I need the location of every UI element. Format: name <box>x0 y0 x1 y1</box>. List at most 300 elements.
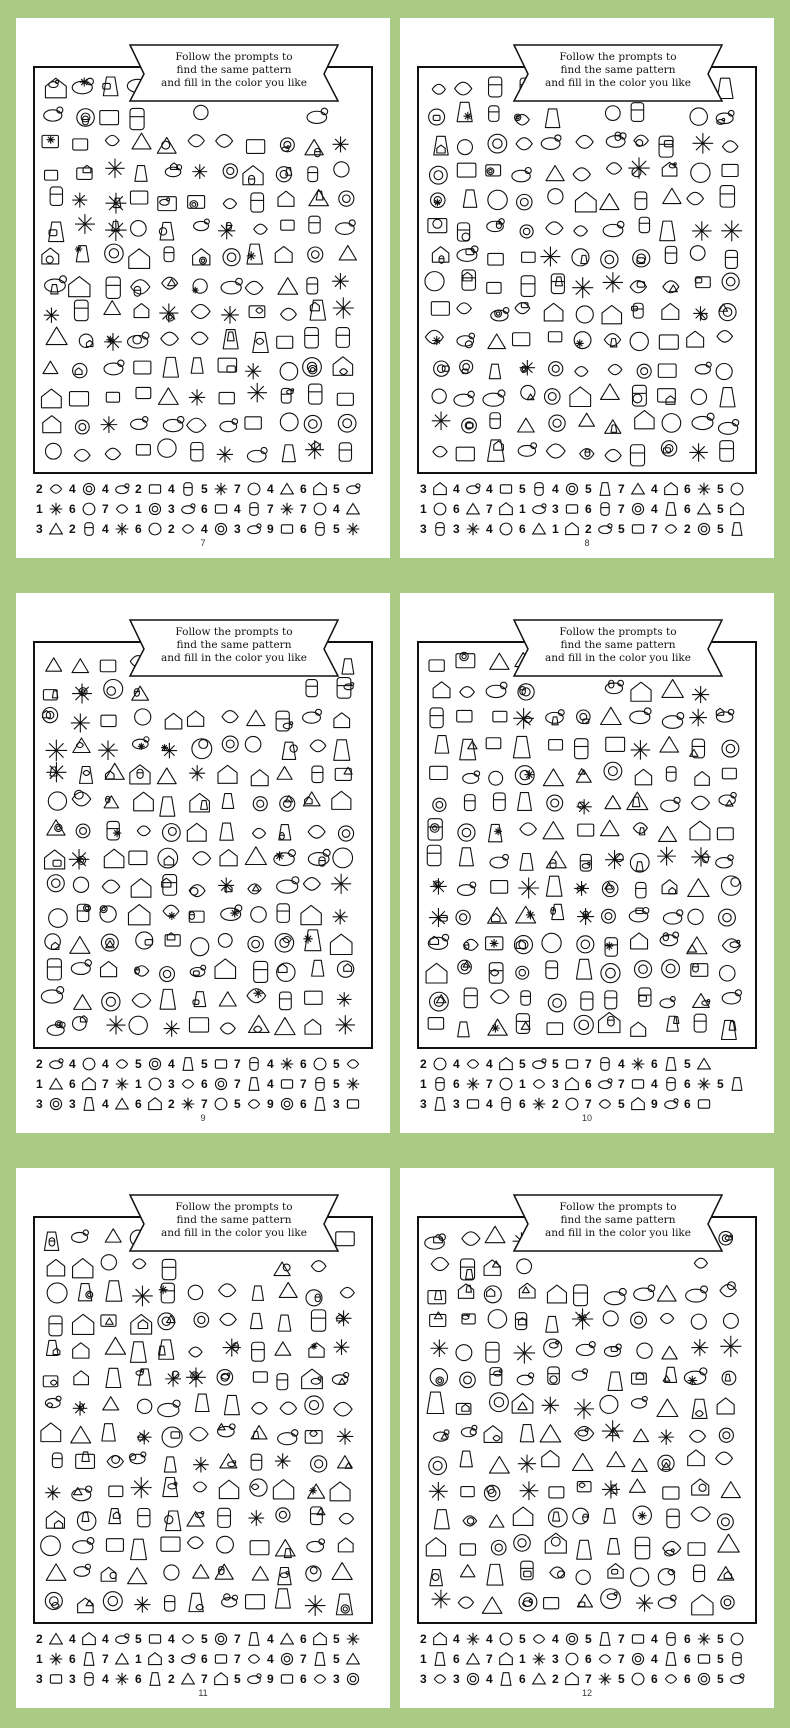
key-count: 2 <box>36 1057 43 1071</box>
target-pattern-icon <box>211 480 231 498</box>
target-pattern-icon <box>46 500 66 518</box>
key-count: 6 <box>453 1652 460 1666</box>
hidden-pictures-wild-animals-illustration[interactable] <box>39 72 371 472</box>
key-count: 5 <box>135 1057 142 1071</box>
target-pattern-icon <box>430 500 450 518</box>
key-item <box>585 500 619 518</box>
key-count: 6 <box>69 1652 76 1666</box>
key-item <box>453 1650 487 1668</box>
key-count: 6 <box>300 1632 307 1646</box>
key-count: 2 <box>36 482 43 496</box>
target-pattern-icon <box>46 1650 66 1668</box>
key-count: 5 <box>618 522 625 536</box>
key-count: 5 <box>333 1632 340 1646</box>
key-item <box>684 520 718 538</box>
key-item <box>585 1095 619 1113</box>
key-count: 4 <box>486 1672 493 1686</box>
key-count: 4 <box>486 482 493 496</box>
key-item <box>486 1650 520 1668</box>
target-pattern-icon <box>145 1650 165 1668</box>
key-item <box>300 1055 334 1073</box>
target-pattern-icon <box>661 520 681 538</box>
target-pattern-icon <box>661 1650 681 1668</box>
key-count: 6 <box>453 1077 460 1091</box>
key-item <box>585 1670 619 1688</box>
key-item <box>300 500 334 518</box>
target-pattern-icon <box>178 480 198 498</box>
target-pattern-icon <box>661 1670 681 1688</box>
target-pattern-icon <box>661 480 681 498</box>
key-count: 7 <box>300 1652 307 1666</box>
key-count: 1 <box>135 1077 142 1091</box>
key-item <box>234 1670 268 1688</box>
target-pattern-icon <box>529 1670 549 1688</box>
key-count: 7 <box>486 1077 493 1091</box>
key-count: 4 <box>69 1057 76 1071</box>
key-count: 7 <box>234 1077 241 1091</box>
key-item <box>651 1670 685 1688</box>
target-pattern-icon <box>595 1670 615 1688</box>
key-item <box>135 500 169 518</box>
key-item <box>519 1095 553 1113</box>
key-count: 4 <box>201 522 208 536</box>
target-pattern-icon <box>430 1055 450 1073</box>
key-count: 6 <box>300 1057 307 1071</box>
key-count: 5 <box>585 482 592 496</box>
key-item <box>333 480 367 498</box>
key-count: 3 <box>453 1097 460 1111</box>
key-item <box>102 1055 136 1073</box>
target-pattern-icon <box>562 520 582 538</box>
key-count: 7 <box>618 502 625 516</box>
target-pattern-icon <box>562 480 582 498</box>
key-item <box>69 520 103 538</box>
hidden-pictures-gardening-illustration[interactable] <box>423 72 755 472</box>
target-pattern-icon <box>496 1095 516 1113</box>
target-pattern-icon <box>463 1095 483 1113</box>
key-count: 2 <box>552 1672 559 1686</box>
instruction-text <box>534 626 702 665</box>
target-pattern-icon <box>463 1650 483 1668</box>
target-pattern-icon <box>661 500 681 518</box>
target-pattern-icon <box>628 1095 648 1113</box>
key-item <box>552 1055 586 1073</box>
instruction-banner <box>126 1193 342 1255</box>
key-item <box>201 1055 235 1073</box>
target-pattern-icon <box>694 500 714 518</box>
target-pattern-icon <box>244 500 264 518</box>
key-count: 3 <box>552 1077 559 1091</box>
target-pattern-icon <box>112 500 132 518</box>
target-pattern-icon <box>244 1075 264 1093</box>
key-item <box>651 520 685 538</box>
target-pattern-icon <box>79 1095 99 1113</box>
hidden-pictures-chinese-culture-illustration[interactable] <box>423 647 755 1047</box>
key-item <box>234 500 268 518</box>
target-pattern-icon <box>694 1630 714 1648</box>
seek-and-find-frame <box>417 641 757 1049</box>
target-pattern-icon <box>562 1630 582 1648</box>
key-item <box>486 1075 520 1093</box>
key-item <box>684 1630 718 1648</box>
key-item <box>651 480 685 498</box>
instruction-line: and fill in the color you like <box>160 77 307 89</box>
key-item <box>234 520 268 538</box>
target-pattern-icon <box>211 1075 231 1093</box>
key-count: 7 <box>267 502 274 516</box>
key-item <box>102 1630 136 1648</box>
key-count: 4 <box>453 482 460 496</box>
key-item <box>420 1075 454 1093</box>
target-pattern-icon <box>562 1650 582 1668</box>
key-item <box>684 480 718 498</box>
hidden-pictures-travel-illustration[interactable] <box>423 1222 755 1622</box>
instruction-line: Follow the prompts to <box>559 1201 677 1213</box>
key-item <box>135 1670 169 1688</box>
key-count: 6 <box>135 522 142 536</box>
key-count: 5 <box>333 1077 340 1091</box>
key-count: 1 <box>420 502 427 516</box>
key-item <box>168 480 202 498</box>
key-count: 7 <box>234 1652 241 1666</box>
target-pattern-icon <box>178 1650 198 1668</box>
key-count: 5 <box>519 1632 526 1646</box>
target-pattern-icon <box>496 520 516 538</box>
key-count: 2 <box>36 1632 43 1646</box>
key-count: 1 <box>36 1652 43 1666</box>
key-count: 4 <box>267 1632 274 1646</box>
key-item <box>267 1075 301 1093</box>
target-pattern-icon <box>46 1055 66 1073</box>
key-item <box>420 500 454 518</box>
key-item <box>201 1075 235 1093</box>
key-item <box>267 480 301 498</box>
key-item <box>201 500 235 518</box>
key-item <box>102 1670 136 1688</box>
key-count: 5 <box>135 1632 142 1646</box>
target-pattern-icon <box>277 520 297 538</box>
key-item <box>651 1055 685 1073</box>
target-pattern-icon <box>430 1095 450 1113</box>
page-number: 12 <box>581 1688 592 1698</box>
target-pattern-icon <box>430 1630 450 1648</box>
key-item <box>684 500 718 518</box>
key-item <box>486 500 520 518</box>
key-item <box>300 1670 334 1688</box>
key-count: 3 <box>420 522 427 536</box>
key-item <box>453 1670 487 1688</box>
target-pattern-icon <box>112 1075 132 1093</box>
key-count: 3 <box>552 502 559 516</box>
key-item <box>717 1670 751 1688</box>
key-count: 4 <box>651 1652 658 1666</box>
target-pattern-icon <box>244 1095 264 1113</box>
activity-page-independence-day <box>16 593 390 1133</box>
key-count: 5 <box>618 1672 625 1686</box>
hidden-pictures-independence-day-illustration[interactable] <box>39 647 371 1047</box>
key-item <box>69 480 103 498</box>
target-pattern-icon <box>595 1650 615 1668</box>
key-count: 5 <box>684 1057 691 1071</box>
target-pattern-icon <box>529 1055 549 1073</box>
target-pattern-icon <box>277 1630 297 1648</box>
key-item <box>684 1670 718 1688</box>
target-pattern-icon <box>79 500 99 518</box>
target-pattern-icon <box>112 1650 132 1668</box>
key-count: 3 <box>168 1652 175 1666</box>
instruction-banner <box>510 1193 726 1255</box>
instruction-text <box>534 51 702 90</box>
key-item <box>453 1095 487 1113</box>
key-count: 6 <box>135 1097 142 1111</box>
target-pattern-icon <box>430 520 450 538</box>
instruction-line: find the same pattern <box>176 1214 292 1226</box>
key-item <box>102 1075 136 1093</box>
target-pattern-icon <box>496 480 516 498</box>
key-item <box>684 1055 718 1073</box>
instruction-line: and fill in the color you like <box>544 652 691 664</box>
key-item <box>333 1075 367 1093</box>
key-count: 4 <box>168 482 175 496</box>
target-pattern-icon <box>694 1650 714 1668</box>
key-item <box>135 480 169 498</box>
target-pattern-icon <box>595 1055 615 1073</box>
key-count: 6 <box>300 522 307 536</box>
key-item <box>267 1055 301 1073</box>
key-item <box>552 1630 586 1648</box>
target-pattern-icon <box>430 1670 450 1688</box>
key-count: 9 <box>651 1097 658 1111</box>
key-item <box>135 1055 169 1073</box>
key-item <box>69 500 103 518</box>
key-item <box>552 1095 586 1113</box>
target-pattern-icon <box>178 520 198 538</box>
key-item <box>585 480 619 498</box>
key-item <box>585 1075 619 1093</box>
target-pattern-icon <box>430 480 450 498</box>
key-count: 6 <box>585 502 592 516</box>
key-item <box>618 500 652 518</box>
key-item <box>201 520 235 538</box>
key-count: 4 <box>453 1632 460 1646</box>
key-count: 3 <box>453 522 460 536</box>
page-number: 11 <box>198 1688 208 1698</box>
target-pattern-icon <box>310 1075 330 1093</box>
key-count: 2 <box>585 522 592 536</box>
target-pattern-icon <box>628 1650 648 1668</box>
key-item <box>267 1630 301 1648</box>
key-item <box>135 520 169 538</box>
target-pattern-icon <box>430 1075 450 1093</box>
target-pattern-icon <box>694 1055 714 1073</box>
target-pattern-icon <box>343 520 363 538</box>
instruction-banner <box>510 618 726 680</box>
key-item <box>168 1095 202 1113</box>
target-pattern-icon <box>343 1055 363 1073</box>
target-pattern-icon <box>463 520 483 538</box>
key-count: 7 <box>102 502 109 516</box>
key-count: 7 <box>618 1077 625 1091</box>
key-item <box>585 1630 619 1648</box>
target-pattern-icon <box>343 500 363 518</box>
hidden-pictures-camping-illustration[interactable] <box>39 1222 371 1622</box>
key-item <box>69 1630 103 1648</box>
key-count: 4 <box>618 1057 625 1071</box>
instruction-banner <box>126 43 342 105</box>
key-count: 4 <box>102 1097 109 1111</box>
key-count: 4 <box>552 482 559 496</box>
target-pattern-icon <box>694 520 714 538</box>
key-item <box>618 520 652 538</box>
target-pattern-icon <box>562 500 582 518</box>
target-pattern-icon <box>178 1095 198 1113</box>
key-item <box>135 1075 169 1093</box>
key-count: 4 <box>102 1057 109 1071</box>
instruction-line: Follow the prompts to <box>175 51 293 63</box>
target-pattern-icon <box>310 480 330 498</box>
key-item <box>267 520 301 538</box>
target-pattern-icon <box>562 1055 582 1073</box>
key-item <box>717 1650 751 1668</box>
target-pattern-icon <box>310 1650 330 1668</box>
key-count: 7 <box>234 482 241 496</box>
key-count: 7 <box>234 1632 241 1646</box>
key-count: 4 <box>267 1057 274 1071</box>
target-pattern-icon <box>244 520 264 538</box>
key-item <box>420 1095 454 1113</box>
key-count: 1 <box>36 502 43 516</box>
key-item <box>618 1650 652 1668</box>
target-pattern-icon <box>244 480 264 498</box>
target-pattern-icon <box>463 1055 483 1073</box>
key-item <box>684 1075 718 1093</box>
target-pattern-icon <box>727 1670 747 1688</box>
key-count: 7 <box>651 522 658 536</box>
key-item <box>552 520 586 538</box>
key-item <box>717 500 751 518</box>
target-pattern-icon <box>277 1670 297 1688</box>
target-pattern-icon <box>145 480 165 498</box>
key-count: 5 <box>333 482 340 496</box>
key-item <box>453 1075 487 1093</box>
target-pattern-icon <box>343 1630 363 1648</box>
key-count: 5 <box>519 482 526 496</box>
target-pattern-icon <box>112 1095 132 1113</box>
key-count: 7 <box>234 1057 241 1071</box>
key-item <box>420 520 454 538</box>
target-pattern-icon <box>211 520 231 538</box>
target-pattern-icon <box>529 1650 549 1668</box>
key-item <box>135 1095 169 1113</box>
key-item <box>36 520 70 538</box>
key-count: 6 <box>651 1057 658 1071</box>
key-item <box>201 1650 235 1668</box>
key-count: 2 <box>135 482 142 496</box>
key-item <box>333 1650 367 1668</box>
target-pattern-icon <box>244 1630 264 1648</box>
key-count: 2 <box>684 522 691 536</box>
key-count: 9 <box>267 1097 274 1111</box>
key-item <box>333 520 367 538</box>
target-pattern-icon <box>79 1630 99 1648</box>
key-item <box>36 480 70 498</box>
key-item <box>69 1095 103 1113</box>
key-count: 7 <box>618 482 625 496</box>
target-pattern-icon <box>661 1095 681 1113</box>
key-item <box>333 1670 367 1688</box>
key-item <box>300 1095 334 1113</box>
key-count: 6 <box>684 1097 691 1111</box>
key-count: 1 <box>135 1652 142 1666</box>
key-count: 5 <box>618 1097 625 1111</box>
target-pattern-icon <box>595 1075 615 1093</box>
key-count: 6 <box>519 522 526 536</box>
key-item <box>267 1095 301 1113</box>
target-pattern-icon <box>727 480 747 498</box>
key-item <box>102 520 136 538</box>
target-pattern-icon <box>694 480 714 498</box>
target-pattern-icon <box>145 500 165 518</box>
key-count: 2 <box>420 1057 427 1071</box>
key-item <box>453 1630 487 1648</box>
key-item <box>333 1095 367 1113</box>
target-pattern-icon <box>628 1075 648 1093</box>
key-count: 6 <box>300 1097 307 1111</box>
instruction-banner <box>126 618 342 680</box>
key-count: 5 <box>717 502 724 516</box>
instruction-text <box>150 1201 318 1240</box>
seek-and-find-frame <box>417 66 757 474</box>
target-pattern-icon <box>46 480 66 498</box>
key-item <box>618 1630 652 1648</box>
key-count: 6 <box>684 1652 691 1666</box>
key-count: 4 <box>102 1632 109 1646</box>
key-item <box>618 1075 652 1093</box>
target-pattern-icon <box>277 1075 297 1093</box>
target-pattern-icon <box>277 1095 297 1113</box>
key-item <box>102 1650 136 1668</box>
target-pattern-icon <box>694 1075 714 1093</box>
activity-page-gardening <box>400 18 774 558</box>
target-pattern-icon <box>211 1670 231 1688</box>
key-count: 5 <box>552 1057 559 1071</box>
key-item <box>234 1055 268 1073</box>
key-count: 1 <box>420 1652 427 1666</box>
target-pattern-icon <box>628 1055 648 1073</box>
target-pattern-icon <box>496 1650 516 1668</box>
instruction-banner <box>510 43 726 105</box>
target-pattern-icon <box>145 520 165 538</box>
target-pattern-icon <box>463 1075 483 1093</box>
key-item <box>102 1095 136 1113</box>
key-item <box>234 1075 268 1093</box>
target-pattern-icon <box>727 1630 747 1648</box>
target-pattern-icon <box>277 1055 297 1073</box>
key-count: 7 <box>486 1652 493 1666</box>
instruction-text <box>150 626 318 665</box>
key-count: 6 <box>684 1672 691 1686</box>
key-count: 4 <box>69 1632 76 1646</box>
target-pattern-icon <box>463 1670 483 1688</box>
key-count: 6 <box>453 502 460 516</box>
key-item <box>486 1055 520 1073</box>
activity-page-travel <box>400 1168 774 1708</box>
key-count: 1 <box>135 502 142 516</box>
key-count: 5 <box>585 1632 592 1646</box>
key-item <box>201 1095 235 1113</box>
key-item <box>519 1075 553 1093</box>
key-item <box>69 1650 103 1668</box>
